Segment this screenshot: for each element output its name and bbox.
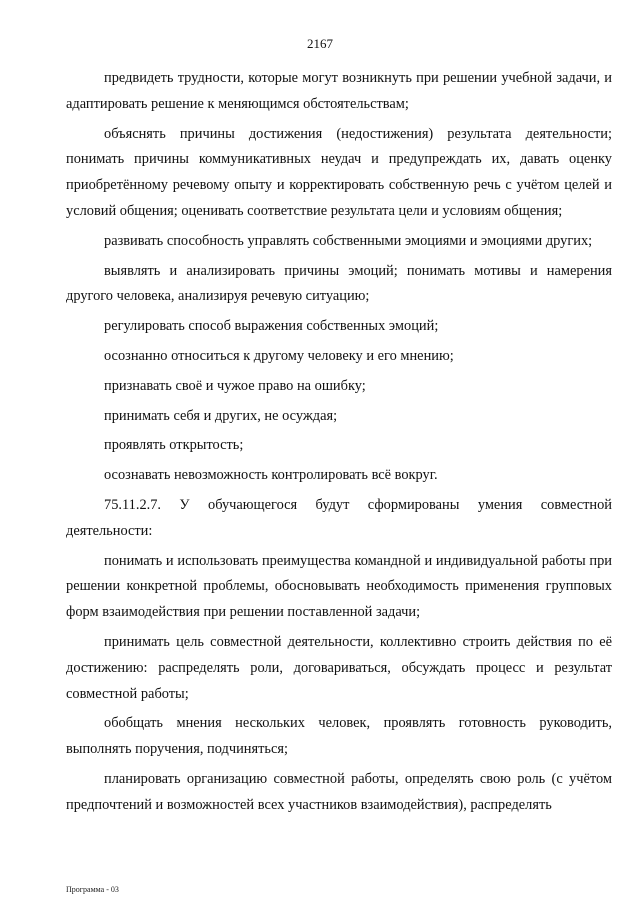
paragraph: регулировать способ выражения собственных эмоций; [104, 318, 439, 335]
paragraph: планировать организацию совместной работы, определять свою роль (с учётом предпочтений и возможностей всех участников взаимодействия), распределять [66, 770, 612, 813]
page-number: 2167 [307, 36, 333, 51]
section-heading-paragraph: 75.11.2.7. У обучающегося будут сформированы умения совместной деятельности: [66, 496, 612, 539]
paragraph: принимать цель совместной деятельности, коллективно строить действия по её достижению: распределять роли, договариваться, обсуждать процесс и результат совместной работы; [66, 633, 612, 702]
paragraph: признавать своё и чужое право на ошибку; [104, 377, 366, 394]
paragraph: осознанно относиться к другому человеку и его мнению; [104, 347, 454, 364]
paragraph: развивать способность управлять собственными эмоциями и эмоциями других; [104, 232, 593, 249]
paragraph: проявлять открытость; [104, 437, 244, 454]
paragraph: понимать и использовать преимущества командной и индивидуальной работы при решении конкретной проблемы, обосновывать необходимость применения групповых форм взаимодействия при решении поставленной задачи; [66, 552, 612, 621]
paragraph: осознавать невозможность контролировать всё вокруг. [104, 467, 438, 484]
document-body [66, 66, 612, 823]
footer-label: Программа - 03 [66, 885, 119, 894]
paragraph: объяснять причины достижения (недостижения) результата деятельности; понимать причины коммуникативных неудач и предупреждать их, давать оценку приобретённому речевому опыту и корректировать собственную речь с учётом целей и условий общения; оценивать соответствие результата цели и условиям общения; [66, 125, 612, 219]
paragraph: обобщать мнения нескольких человек, проявлять готовность руководить, выполнять поручения, подчиняться; [66, 715, 612, 758]
paragraph: предвидеть трудности, которые могут возникнуть при решении учебной задачи, и адаптировать решение к меняющимся обстоятельствам; [66, 70, 612, 112]
paragraph: выявлять и анализировать причины эмоций; понимать мотивы и намерения другого человека, анализируя речевую ситуацию; [66, 262, 612, 305]
paragraph: принимать себя и других, не осуждая; [104, 407, 338, 424]
